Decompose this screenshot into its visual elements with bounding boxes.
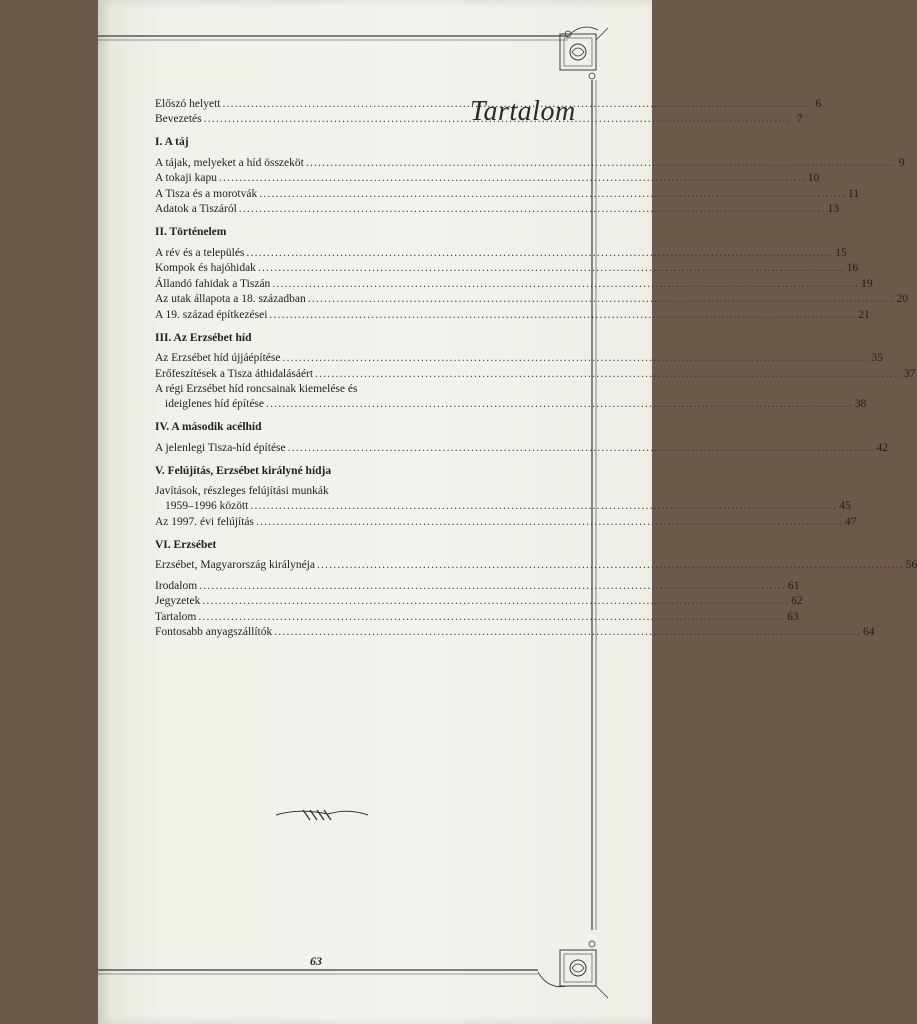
toc-entry <box>155 276 873 292</box>
toc-page-number: 7 <box>796 113 803 125</box>
toc-page-number: 13 <box>827 203 840 215</box>
section-title: VI. Erzsébet <box>155 538 217 551</box>
toc-page-number: 15 <box>835 246 847 259</box>
toc-entry <box>155 382 867 413</box>
corner-ornament-bottom <box>538 941 608 998</box>
toc-page-number: 21 <box>858 308 870 321</box>
toc-entry-title: Javítások, részleges felújítási munkák <box>155 484 329 497</box>
dot-leader <box>288 441 875 456</box>
dot-leader <box>315 367 902 382</box>
toc-entry-title-cont: 1959–1996 között <box>165 500 249 512</box>
toc-entry-title: Az Erzsébet híd újjáépítése <box>155 352 281 364</box>
toc-entry-line2 <box>155 397 866 413</box>
dot-leader <box>199 579 786 594</box>
dot-leader <box>306 156 893 171</box>
toc-page-number: 63 <box>787 610 799 623</box>
toc-page-number: 38 <box>854 398 867 410</box>
toc-entry <box>155 514 857 530</box>
dot-leader <box>239 202 826 217</box>
toc-entry <box>155 202 840 218</box>
toc-page-number: 11 <box>848 187 860 200</box>
toc-page-number: 20 <box>896 293 909 305</box>
toc-entry <box>155 186 860 202</box>
dot-leader <box>204 112 791 127</box>
toc-entry-title: Fontosabb anyagszállítók <box>155 626 273 638</box>
toc-page-number: 37 <box>903 367 916 380</box>
section-title: V. Felújítás, Erzsébet királyné hídja <box>155 464 332 477</box>
toc-page-number: 6 <box>815 97 822 110</box>
toc-entry <box>155 609 799 625</box>
toc-page-number: 62 <box>791 595 803 607</box>
toc-entry-title: A 19. század építkezései <box>155 308 268 321</box>
toc-entry-title: A rév és a település <box>155 246 245 259</box>
toc-page-number: 42 <box>876 441 888 454</box>
toc-entry <box>155 558 917 574</box>
toc-entry-title: Irodalom <box>155 579 198 592</box>
toc-entry <box>155 366 916 382</box>
section-title: IV. A második acélhíd <box>155 421 262 433</box>
toc-entry <box>155 112 803 128</box>
toc-entry-title: Jegyzetek <box>155 595 201 607</box>
toc-page-number: 10 <box>807 172 820 184</box>
dot-leader <box>219 171 806 186</box>
toc-entry-title: Erzsébet, Magyarország királynéja <box>155 559 315 571</box>
toc-entry <box>155 307 870 323</box>
dot-leader <box>246 246 833 261</box>
toc-entry <box>155 351 883 367</box>
dot-leader <box>274 625 861 640</box>
toc-entry-title: Kompok és hajóhidak <box>155 262 256 274</box>
toc-page-number: 56 <box>905 559 917 571</box>
toc-entry-title: Tartalom <box>155 610 197 623</box>
dot-leader <box>256 515 843 530</box>
table-of-contents <box>155 96 917 640</box>
toc-entry-title: A tokaji kapu <box>155 172 217 184</box>
toc-entry <box>155 261 859 277</box>
page-heading: Tartalom <box>470 96 576 127</box>
toc-entry-title: Állandó fahidak a Tiszán <box>155 277 271 290</box>
toc-page-number: 61 <box>787 579 800 592</box>
toc-entry <box>155 578 800 594</box>
toc-entry-title: A régi Erzsébet híd roncsainak kiemelése és <box>155 382 358 395</box>
toc-entry <box>155 484 851 515</box>
dot-leader <box>269 308 856 323</box>
toc-entry-title: Adatok a Tiszáról <box>155 203 237 215</box>
page-number: 63 <box>310 954 322 968</box>
toc-entry <box>155 440 888 456</box>
toc-page-number: 47 <box>844 515 857 528</box>
toc-entry-title: A jelenlegi Tisza-híd építése <box>155 441 286 454</box>
dot-leader <box>317 558 904 573</box>
toc-page-number: 9 <box>898 156 905 169</box>
toc-entry-title: Erőfeszítések a Tisza áthidalásáért <box>155 367 314 380</box>
dot-leader <box>259 187 846 202</box>
toc-entry <box>155 155 905 171</box>
dot-leader <box>308 292 895 307</box>
toc-entry-line2 <box>155 499 851 515</box>
dot-leader <box>250 499 837 514</box>
dot-leader <box>202 594 789 609</box>
toc-entry-title: Az 1997. évi felújítás <box>155 515 255 528</box>
toc-entry <box>155 594 803 610</box>
dot-leader <box>266 397 853 412</box>
corner-ornament-top <box>560 27 608 79</box>
toc-entry-title: A tájak, melyeket a híd összeköt <box>155 156 304 169</box>
dot-leader <box>283 351 870 366</box>
toc-page-number: 64 <box>863 626 875 638</box>
toc-page-number: 35 <box>871 352 883 364</box>
toc-entry <box>155 171 820 187</box>
section-title: III. Az Erzsébet híd <box>155 331 252 344</box>
toc-entry-title: Bevezetés <box>155 113 202 125</box>
section-title: II. Történelem <box>155 226 227 238</box>
section-title: I. A táj <box>155 136 189 148</box>
book-page <box>98 0 917 1024</box>
toc-page-number: 16 <box>846 262 859 274</box>
toc-entry <box>155 625 875 641</box>
dot-leader <box>222 97 809 112</box>
toc-entry-title: Az utak állapota a 18. században <box>155 293 306 305</box>
toc-entry-wrapped <box>155 484 851 515</box>
toc-page-number: 45 <box>839 500 851 512</box>
toc-entry-title: A Tisza és a morotvák <box>155 187 258 200</box>
toc-page-number: 19 <box>861 277 873 290</box>
dot-leader <box>258 261 845 276</box>
dot-leader <box>272 277 859 292</box>
toc-entry-title-cont: ideiglenes híd építése <box>165 398 264 410</box>
toc-entry <box>155 245 847 261</box>
center-ornament <box>276 810 368 820</box>
toc-entry <box>155 292 909 308</box>
dot-leader <box>198 610 785 625</box>
toc-entry-wrapped <box>155 382 866 413</box>
toc-entry-title: Előszó helyett <box>155 97 221 110</box>
